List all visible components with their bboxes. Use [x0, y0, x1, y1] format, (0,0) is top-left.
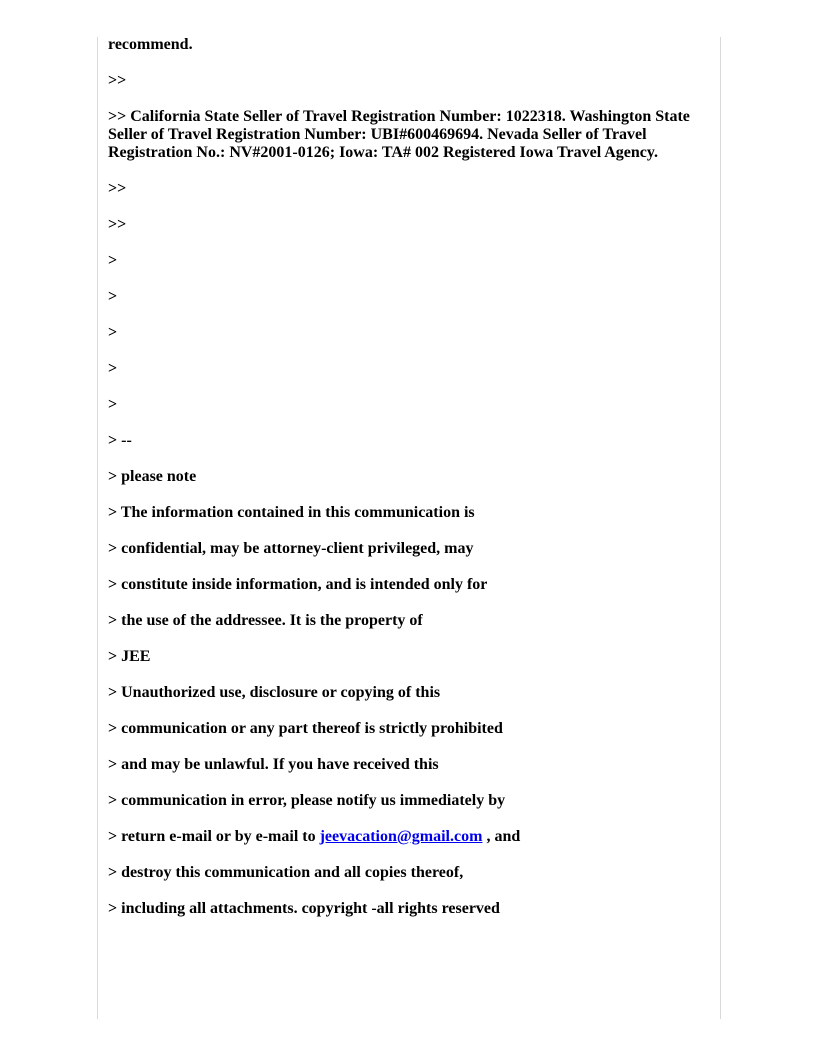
- disclaimer-line: > communication in error, please notify us immediately by: [108, 792, 506, 809]
- body-line: >: [108, 252, 118, 269]
- disclaimer-line: > the use of the addressee. It is the property of: [108, 612, 423, 629]
- disclaimer-line: > destroy this communication and all copies thereof,: [108, 864, 464, 881]
- disclaimer-line: > communication or any part thereof is strictly prohibited: [108, 720, 503, 737]
- disclaimer-line: > Unauthorized use, disclosure or copying of this: [108, 684, 441, 701]
- body-line: > please note: [108, 468, 197, 485]
- body-line: >>: [108, 216, 127, 233]
- body-line: >: [108, 396, 118, 413]
- body-line: recommend.: [108, 36, 193, 53]
- disclaimer-line: > JEE: [108, 648, 151, 665]
- body-line: >>: [108, 180, 127, 197]
- email-line-suffix: , and: [482, 828, 521, 845]
- email-body: [108, 36, 708, 936]
- body-line: >: [108, 360, 118, 377]
- disclaimer-line: > constitute inside information, and is intended only for: [108, 576, 488, 593]
- disclaimer-line: > including all attachments. copyright -all rights reserved: [108, 900, 500, 917]
- body-line: >: [108, 288, 118, 305]
- body-line: >>: [108, 72, 127, 89]
- registration-paragraph: >> California State Seller of Travel Registration Number: 1022318. Washington State Seller of Travel Registration Number: UBI#600469694. Nevada Seller of Travel Registration No.: NV#2001-0126; Iowa: TA# 002 Registered Iowa Travel Agency.: [108, 108, 690, 161]
- disclaimer-line: > and may be unlawful. If you have received this: [108, 756, 439, 773]
- disclaimer-line: > confidential, may be attorney-client privileged, may: [108, 540, 474, 557]
- email-line-prefix: > return e-mail or by e-mail to: [108, 828, 320, 845]
- body-line: >: [108, 324, 118, 341]
- signature-separator: > --: [108, 432, 132, 449]
- email-line: [108, 828, 708, 846]
- email-link[interactable]: jeevacation@gmail.com: [319, 828, 483, 845]
- disclaimer-line: > The information contained in this communication is: [108, 504, 475, 521]
